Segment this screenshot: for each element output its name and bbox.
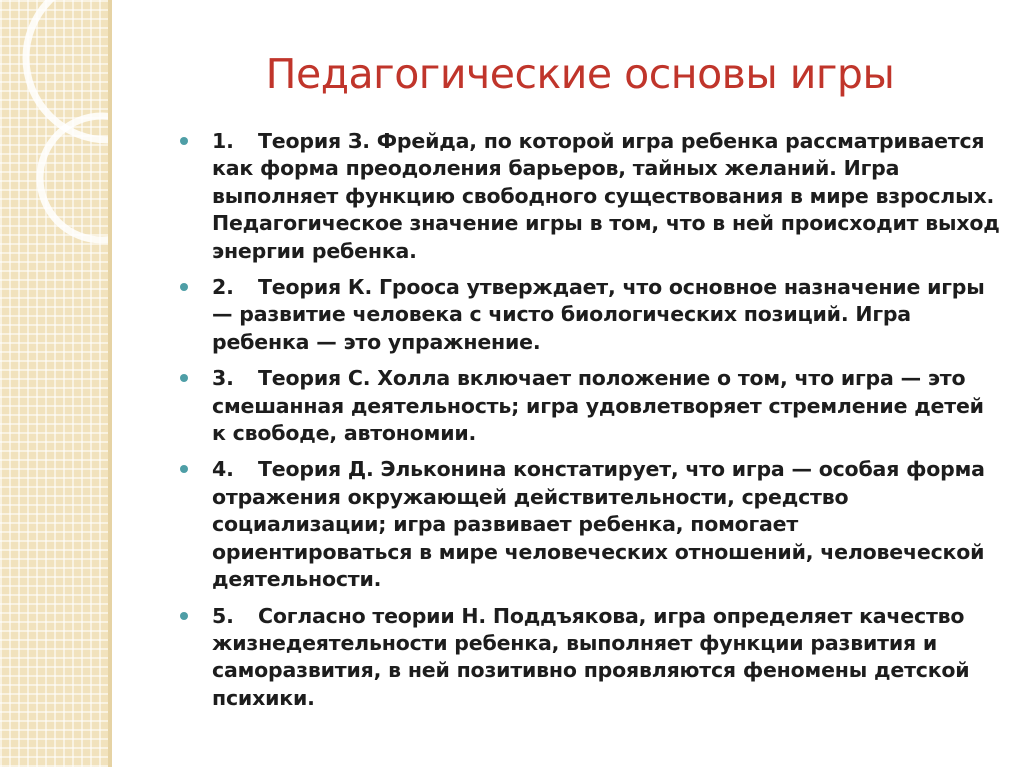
item-text: Согласно теории Н. Поддъякова, игра определяет качество жизнедеятельности ребенка, выполняет функции развития и саморазвития, в ней позитивно проявляются феномены детской психики. [212,603,970,710]
item-number: 3. [212,366,234,391]
item-text: Теория З. Фрейда, по которой игра ребенка рассматривается как форма преодоления барьеров, тайных желаний. Игра выполняет функцию свободного существования в мире взрослых. Педагогическое значение игры в том, что в ней происходит выход энергии ребенка. [212,129,1000,263]
item-text: Теория К. Грооса утверждает, что основное назначение игры — развитие человека с чисто биологических позиций. Игра ребенка — это упражнение. [212,275,985,354]
strip-edge [108,0,112,767]
bullet-list [180,128,1000,721]
item-number: 4. [212,457,234,482]
list-item [180,456,1000,593]
bullet-dot-icon [180,465,188,473]
item-number: 5. [212,603,234,628]
item-number: 1. [212,129,234,153]
bullet-dot-icon [180,374,188,382]
bullet-dot-icon [180,137,188,145]
decorative-rings [0,0,112,767]
list-item [180,274,1000,356]
list-item [180,603,1000,713]
decorative-side-strip [0,0,112,767]
bullet-dot-icon [180,283,188,291]
item-number: 2. [212,275,234,300]
list-item [180,128,1000,265]
item-text: Теория Д. Эльконина констатирует, что игра — особая форма отражения окружающей действительности, средство социализации; игра развивает ребенка, помогает ориентироваться в мире человеческих отношений, человеческой деятельности. [212,457,985,592]
slide-title: Педагогические основы игры [265,50,895,98]
item-text: Теория С. Холла включает положение о том, что игра — это смешанная деятельность; игра удовлетворяет стремление детей к свободе, автономии. [212,366,984,446]
list-item [180,365,1000,447]
bullet-dot-icon [180,612,188,620]
